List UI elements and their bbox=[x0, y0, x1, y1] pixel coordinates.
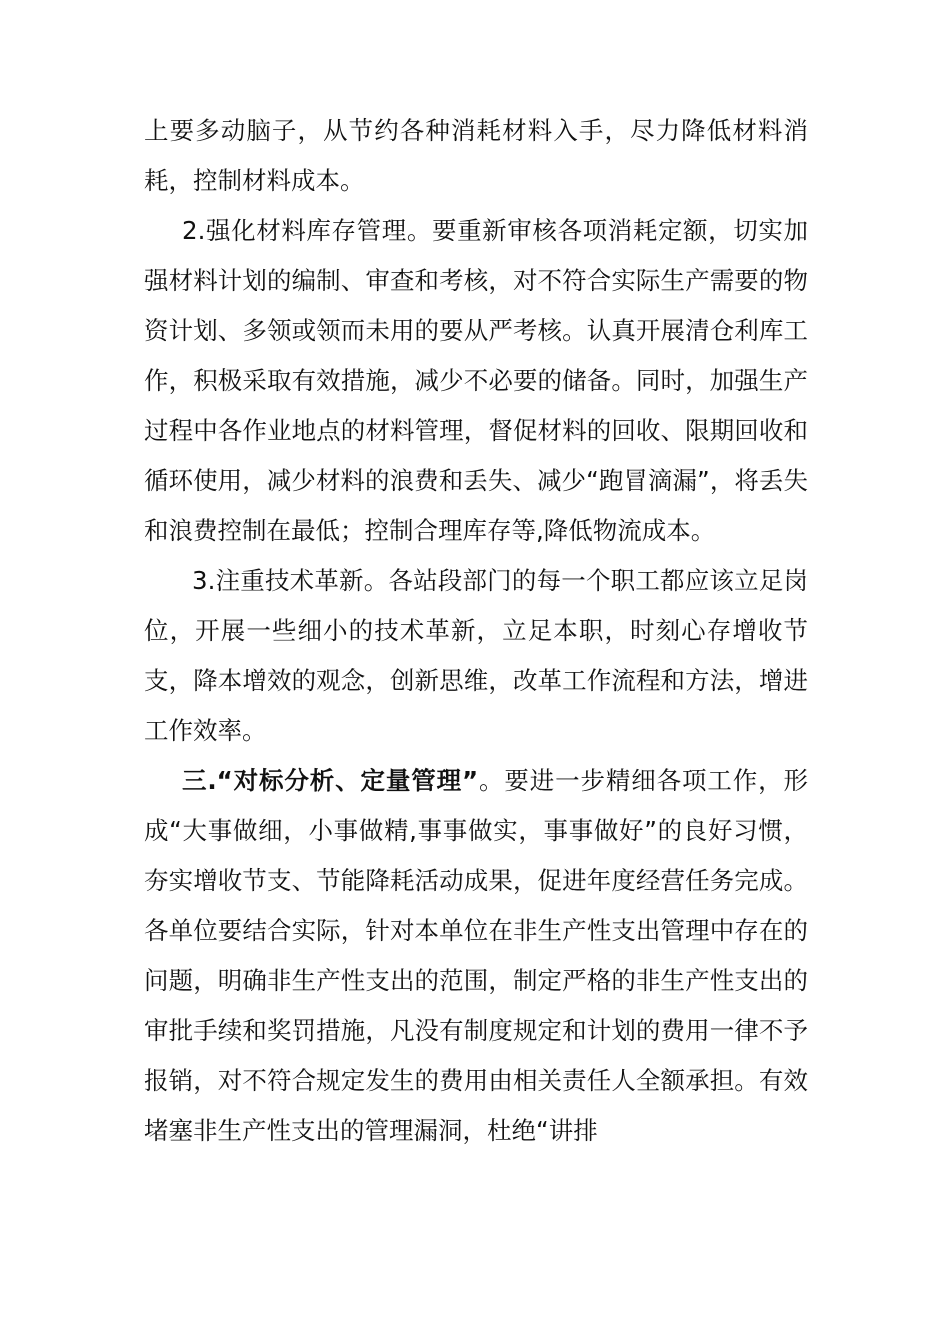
paragraph-continuation bbox=[144, 106, 808, 206]
paragraph-text: 。要进一步精细各项工作，形成“大事做细，小事做精,事事做实，事事做好”的良好习惯，夯实增收节支、节能降耗活动成果，促进年度经营任务完成。各单位要结合实际，针对本单位在非生产性支出管理中存在的问题，明确非生产性支出的范围，制定严格的非生产性支出的审批手续和奖罚措施，凡没有制度规定和计划的费用一律不予报销，对不符合规定发生的费用由相关责任人全额承担。有效堵塞非生产性支出的管理漏洞，杜绝“讲排 bbox=[144, 766, 809, 1145]
document-body bbox=[144, 106, 808, 1156]
section-heading: 三.“对标分析、定量管理” bbox=[182, 766, 479, 795]
paragraph-text: 2.强化材料库存管理。要重新审核各项消耗定额，切实加强材料计划的编制、审查和考核，对不符合实际生产需要的物资计划、多领或领而未用的要从严考核。认真开展清仓利库工作，积极采取有效措施，减少不必要的储备。同时，加强生产过程中各作业地点的材料管理，督促材料的回收、限期回收和循环使用，减少材料的浪费和丢失、减少“跑冒滴漏”，将丢失和浪费控制在最低；控制合理库存等,降低物流成本。 bbox=[144, 216, 808, 545]
paragraph-text: 上要多动脑子，从节约各种消耗材料入手，尽力降低材料消耗，控制材料成本。 bbox=[144, 116, 808, 195]
paragraph-inventory-management bbox=[144, 206, 808, 556]
paragraph-text: 3.注重技术革新。各站段部门的每一个职工都应该立足岗位，开展一些细小的技术革新，立足本职，时刻心存增收节支，降本增效的观念，创新思维，改革工作流程和方法，增进工作效率。 bbox=[144, 566, 808, 745]
paragraph-technical-innovation bbox=[144, 556, 808, 756]
paragraph-benchmark-analysis bbox=[144, 756, 808, 1156]
